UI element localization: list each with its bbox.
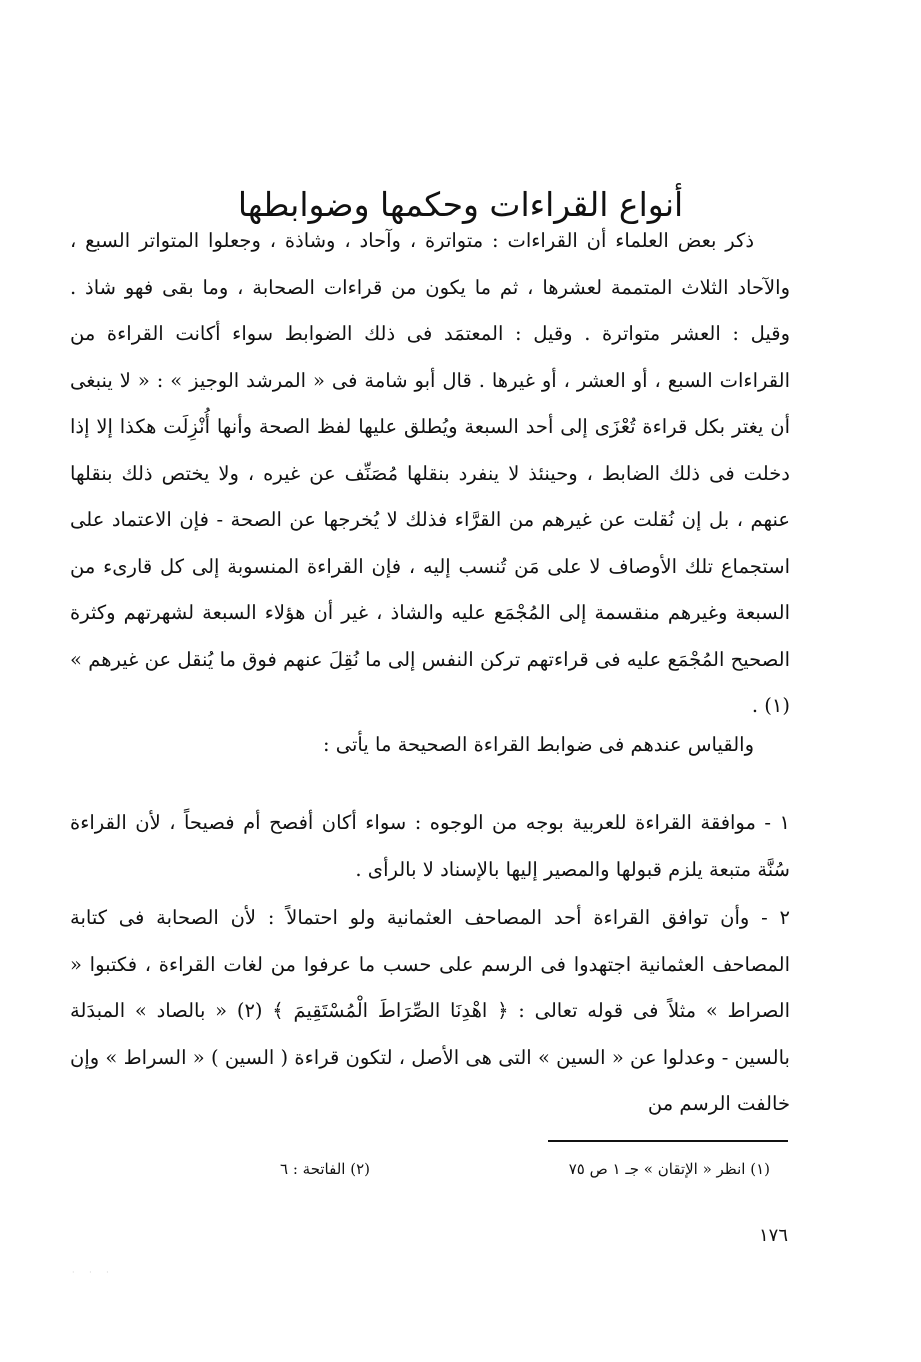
footnote-1: (١) انظر « الإتقان » جـ ١ ص ٧٥ [568, 1160, 770, 1178]
paragraph-criterion-2: ٢ - وأن توافق القراءة أحد المصاحف العثمانية ولو احتمالاً : لأن الصحابة فى كتابة المصاحف العثمانية اجتهدوا فى الرسم على حسب ما عرفوا من لغات القراءة ، فكتبوا « الصراط » مثلاً فى قوله تعالى : ﴿ اهْدِنَا الصِّرَاطَ الْمُسْتَقِيمَ ﴾ (٢) « بالصاد » المبدَلة بالسين - وعدلوا عن « السين » التى هى الأصل ، لتكون قراءة ( السين ) « السراط » وإن خالفت الرسم من [70, 906, 790, 1115]
page-number: ١٧٦ [758, 1225, 788, 1246]
page-title: أنواع القراءات وحكمها وضوابطها [237, 185, 684, 225]
footnote-divider [548, 1140, 788, 1142]
paragraph-criteria-intro: والقياس عندهم فى ضوابط القراءة الصحيحة ما يأتى : [322, 733, 754, 756]
paragraph-intro: ذكر بعض العلماء أن القراءات : متواترة ، وآحاد ، وشاذة ، وجعلوا المتواتر السبع ، والآحاد الثلاث المتممة لعشرها ، ثم ما يكون من قراءات الصحابة ، وما بقى فهو شاذ . وقيل : العشر متواترة . وقيل : المعتمَد فى ذلك الضوابط سواء أكانت القراءة من القراءات السبع ، أو العشر ، أو غيرها . قال أبو شامة فى « المرشد الوجيز » : « لا ينبغى أن يغتر بكل قراءة تُعْزَى إلى أحد السبعة ويُطلق عليها لفظ الصحة وأنها أُنْزِلَت هكذا إلا إذا دخلت فى ذلك الضابط ، وحينئذ لا ينفرد بنقلها مُصَنِّف عن غيره ، ولا يختص ذلك بنقلها عنهم ، بل إن نُقلت عن غيرهم من القرَّاء فذلك لا يُخرجها عن الصحة - فإن الاعتماد على استجماع تلك الأوصاف لا على مَن تُنسب إليه ، فإن القراءة المنسوبة إلى كل قارىء من السبعة وغيرهم منقسمة إلى المُجْمَع عليه والشاذ ، غير أن هؤلاء السبعة لشهرتهم وكثرة الصحيح المُجْمَع عليه فى قراءتهم تركن النفس إلى ما نُقِلَ عنهم فوق ما يُنقل عن غيرهم » (١) . [70, 229, 790, 717]
scan-specks-decoration: · · · [72, 1268, 115, 1277]
footnote-2: (٢) الفاتحة : ٦ [280, 1160, 370, 1178]
paragraph-criterion-1: ١ - موافقة القراءة للعربية بوجه من الوجوه : سواء أكان أفصح أم فصيحاً ، لأن القراءة سُنَّة متبعة يلزم قبولها والمصير إليها بالإسناد لا بالرأى . [70, 811, 790, 881]
